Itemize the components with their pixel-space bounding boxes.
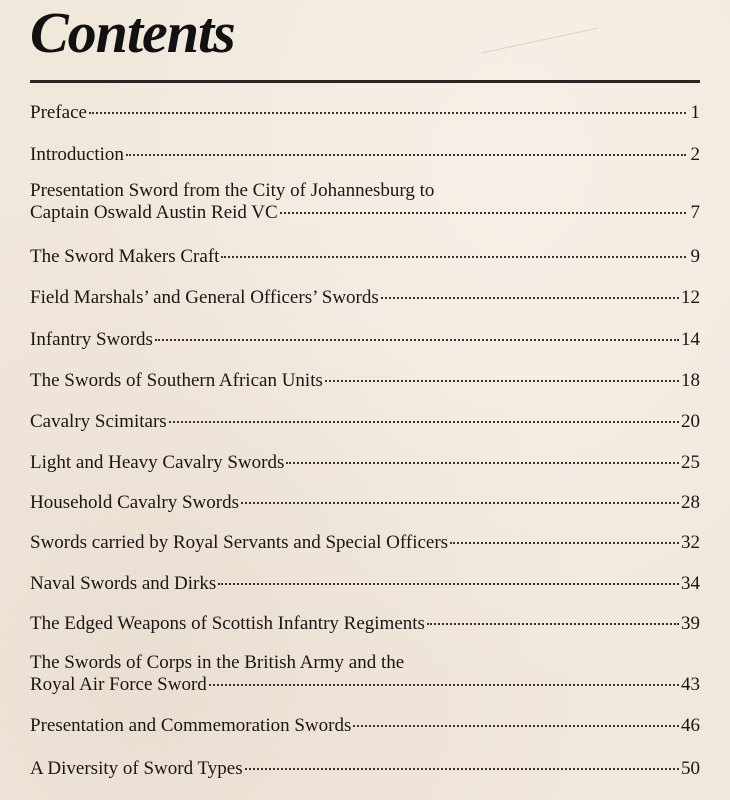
toc-entry-infantry-swords[interactable] (30, 329, 700, 351)
leader-dots (450, 542, 679, 544)
toc-entry-page: 50 (681, 758, 700, 779)
toc-entry-preface[interactable] (30, 102, 700, 124)
toc-entry-page: 18 (681, 370, 700, 391)
toc-entry-title: Light and Heavy Cavalry Swords (30, 452, 285, 473)
leader-dots (286, 462, 679, 464)
page-title: Contents (30, 0, 235, 65)
toc-entry-title: The Edged Weapons of Scottish Infantry Regiments (30, 613, 425, 634)
leader-dots (169, 421, 679, 423)
toc-entry-presentation-sword[interactable] (30, 180, 700, 224)
toc-entry-title: Introduction (30, 144, 124, 165)
toc-entry-presentation-commemoration[interactable] (30, 715, 700, 737)
toc-entry-page: 14 (681, 329, 700, 350)
toc-entry-corps-british-army[interactable] (30, 652, 700, 696)
leader-dots (381, 297, 679, 299)
toc-entry-royal-servants[interactable] (30, 532, 700, 554)
toc-entry-introduction[interactable] (30, 144, 700, 166)
leader-dots (221, 256, 686, 258)
toc-entry-title: The Swords of Southern African Units (30, 370, 323, 391)
toc-entry-page: 43 (681, 674, 700, 695)
toc-entry-title-line1: The Swords of Corps in the British Army and the (30, 652, 405, 673)
toc-entry-title: Swords carried by Royal Servants and Special Officers (30, 532, 449, 553)
toc-entry-southern-african-units[interactable] (30, 370, 700, 392)
toc-entry-page: 12 (681, 287, 700, 308)
toc-entry-title: Cavalry Scimitars (30, 411, 167, 432)
leader-dots (126, 154, 686, 156)
toc-entry-page: 20 (681, 411, 700, 432)
toc-entry-title: Presentation and Commemoration Swords (30, 715, 352, 736)
leader-dots (218, 583, 679, 585)
toc-entry-title-line1: Presentation Sword from the City of Johannesburg to (30, 180, 435, 201)
toc-entry-title: Captain Oswald Austin Reid VC (30, 202, 278, 223)
toc-entry-page: 34 (681, 573, 700, 594)
toc-entry-scottish-infantry[interactable] (30, 613, 700, 635)
leader-dots (353, 725, 679, 727)
toc-entry-naval-swords[interactable] (30, 573, 700, 595)
toc-entry-title: Infantry Swords (30, 329, 153, 350)
toc-entry-page: 32 (681, 532, 700, 553)
leader-dots (155, 339, 679, 341)
toc-entry-title: Household Cavalry Swords (30, 492, 239, 513)
toc-entry-title: Royal Air Force Sword (30, 674, 207, 695)
toc-entry-title: Preface (30, 102, 87, 123)
leader-dots (325, 380, 679, 382)
leader-dots (427, 623, 679, 625)
leader-dots (280, 212, 686, 214)
toc-entry-page: 7 (690, 202, 700, 223)
toc-entry-sword-makers-craft[interactable] (30, 246, 700, 268)
leader-dots (209, 684, 679, 686)
toc-entry-household-cavalry[interactable] (30, 492, 700, 514)
title-rule (30, 80, 700, 83)
toc-entry-page: 25 (681, 452, 700, 473)
leader-dots (245, 768, 679, 770)
toc-entry-title: Naval Swords and Dirks (30, 573, 217, 594)
toc-entry-page: 1 (690, 102, 700, 123)
toc-entry-page: 46 (681, 715, 700, 736)
leader-dots (89, 112, 686, 114)
toc-entry-page: 9 (690, 246, 700, 267)
toc-entry-title: Field Marshals’ and General Officers’ Swords (30, 287, 379, 308)
toc-entry-field-marshals[interactable] (30, 287, 700, 309)
paper-mark (481, 28, 599, 54)
toc-entry-cavalry-scimitars[interactable] (30, 411, 700, 433)
toc-entry-page: 2 (690, 144, 700, 165)
toc-entry-page: 39 (681, 613, 700, 634)
toc-entry-diversity-sword-types[interactable] (30, 758, 700, 780)
leader-dots (241, 502, 679, 504)
toc-entry-page: 28 (681, 492, 700, 513)
toc-entry-title: The Sword Makers Craft (30, 246, 220, 267)
toc-entry-light-heavy-cavalry[interactable] (30, 452, 700, 474)
toc-entry-title: A Diversity of Sword Types (30, 758, 243, 779)
